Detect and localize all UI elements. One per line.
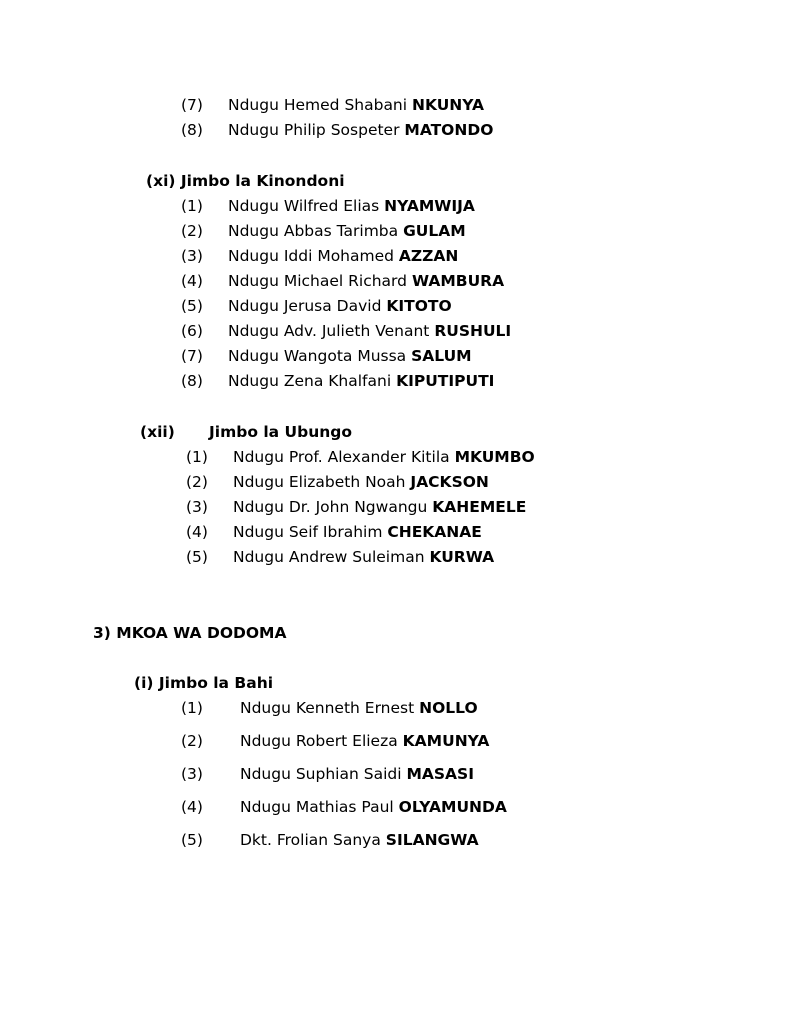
list-item xyxy=(228,321,511,341)
list-number: (1) xyxy=(181,699,203,717)
list-item xyxy=(240,698,478,718)
member-name: Ndugu Elizabeth Noah xyxy=(233,473,411,491)
member-surname: SALUM xyxy=(411,347,472,365)
list-item xyxy=(233,472,489,492)
member-name: Ndugu Kenneth Ernest xyxy=(240,699,420,717)
member-surname: WAMBURA xyxy=(411,272,505,290)
list-item xyxy=(233,547,494,567)
list-number: (4) xyxy=(186,523,208,541)
list-item xyxy=(228,271,504,291)
list-number: (1) xyxy=(181,197,203,215)
member-surname: RUSHULI xyxy=(434,322,512,340)
list-item xyxy=(228,371,494,391)
list-number: (3) xyxy=(181,765,203,783)
region-heading: 3) MKOA WA DODOMA xyxy=(93,624,287,642)
list-item xyxy=(228,246,458,266)
list-number: (6) xyxy=(181,322,203,340)
member-name: Ndugu Seif Ibrahim xyxy=(233,523,388,541)
member-surname: MKUMBO xyxy=(454,448,535,466)
member-name: Ndugu Zena Khalfani xyxy=(228,372,397,390)
member-surname: NOLLO xyxy=(419,699,478,717)
member-surname: KAHEMELE xyxy=(432,498,527,516)
list-number: (2) xyxy=(181,732,203,750)
member-surname: NKUNYA xyxy=(412,96,485,114)
list-number: (8) xyxy=(181,372,203,390)
list-number: (7) xyxy=(181,347,203,365)
member-surname: OLYAMUNDA xyxy=(398,798,507,816)
member-name: Ndugu Wangota Mussa xyxy=(228,347,412,365)
member-surname: JACKSON xyxy=(410,473,489,491)
member-name: Dkt. Frolian Sanya xyxy=(240,831,386,849)
member-name: Ndugu Hemed Shabani xyxy=(228,96,412,114)
member-surname: NYAMWIJA xyxy=(384,197,475,215)
list-number: (3) xyxy=(186,498,208,516)
list-item xyxy=(228,296,452,316)
member-surname: MATONDO xyxy=(404,121,494,139)
member-name: Ndugu Iddi Mohamed xyxy=(228,247,399,265)
list-number: (5) xyxy=(181,831,203,849)
constituency-number: (xii) xyxy=(140,423,175,441)
list-item xyxy=(233,447,535,467)
list-item xyxy=(240,797,507,817)
list-number: (5) xyxy=(186,548,208,566)
list-item xyxy=(228,196,475,216)
constituency-heading: Jimbo la Ubungo xyxy=(209,423,353,441)
member-surname: MASASI xyxy=(406,765,474,783)
member-name: Ndugu Abbas Tarimba xyxy=(228,222,404,240)
member-name: Ndugu Dr. John Ngwangu xyxy=(233,498,433,516)
list-item xyxy=(240,764,474,784)
constituency-heading: (xi) Jimbo la Kinondoni xyxy=(146,172,345,190)
member-surname: SILANGWA xyxy=(385,831,479,849)
list-number: (8) xyxy=(181,121,203,139)
list-item xyxy=(240,731,489,751)
constituency-heading: (i) Jimbo la Bahi xyxy=(134,674,274,692)
member-name: Ndugu Wilfred Elias xyxy=(228,197,385,215)
list-item xyxy=(240,830,479,850)
list-number: (5) xyxy=(181,297,203,315)
list-item xyxy=(228,221,466,241)
member-name: Ndugu Adv. Julieth Venant xyxy=(228,322,435,340)
member-name: Ndugu Andrew Suleiman xyxy=(233,548,430,566)
member-name: Ndugu Robert Elieza xyxy=(240,732,403,750)
member-surname: KAMUNYA xyxy=(402,732,490,750)
member-name: Ndugu Michael Richard xyxy=(228,272,412,290)
member-surname: GULAM xyxy=(403,222,466,240)
member-surname: AZZAN xyxy=(398,247,459,265)
member-name: Ndugu Mathias Paul xyxy=(240,798,399,816)
list-number: (4) xyxy=(181,798,203,816)
member-surname: KITOTO xyxy=(386,297,452,315)
list-item xyxy=(228,95,484,115)
member-surname: KURWA xyxy=(429,548,495,566)
member-name: Ndugu Jerusa David xyxy=(228,297,387,315)
member-name: Ndugu Philip Sospeter xyxy=(228,121,405,139)
list-number: (7) xyxy=(181,96,203,114)
list-item xyxy=(233,497,526,517)
list-item xyxy=(228,120,493,140)
list-number: (2) xyxy=(181,222,203,240)
member-name: Ndugu Suphian Saidi xyxy=(240,765,407,783)
list-number: (2) xyxy=(186,473,208,491)
member-surname: CHEKANAE xyxy=(387,523,482,541)
list-number: (1) xyxy=(186,448,208,466)
list-item xyxy=(233,522,482,542)
list-item xyxy=(228,346,472,366)
list-number: (3) xyxy=(181,247,203,265)
member-name: Ndugu Prof. Alexander Kitila xyxy=(233,448,455,466)
member-surname: KIPUTIPUTI xyxy=(396,372,495,390)
list-number: (4) xyxy=(181,272,203,290)
